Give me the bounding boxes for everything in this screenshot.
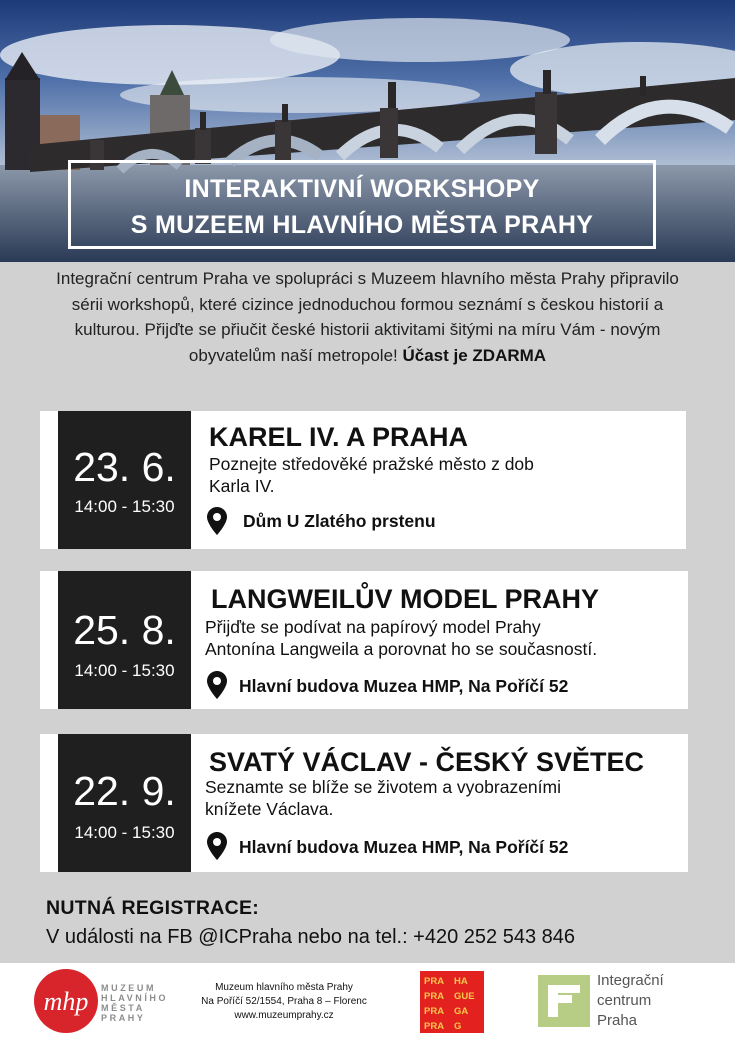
event-description-line1: Poznejte středověké pražské město z dob [209,454,534,474]
event-description-line2: Karla IV. [209,476,275,496]
icp-logo-icon [538,975,590,1027]
page-title-line1: INTERAKTIVNÍ WORKSHOPY [184,175,540,203]
prague-city-logo [420,971,484,1033]
event-time: 14:00 - 15:30 [74,823,175,842]
event-time: 14:00 - 15:30 [74,661,175,680]
title-box [68,160,656,249]
event-location: Hlavní budova Muzea HMP, Na Poříčí 52 [239,676,569,696]
free-entry-highlight: Účast je ZDARMA [402,345,547,365]
event-title: SVATÝ VÁCLAV - ČESKÝ SVĚTEC [209,747,645,777]
icp-logo-text: Integrační centrum Praha [597,972,664,1029]
museum-address [184,981,384,1023]
museum-logo-text: MUZEUM HLAVNÍHO MĚSTA PRAHY [101,983,169,1023]
address-line1: Muzeum hlavního města Prahy [215,982,353,993]
museum-logo-icon [33,968,99,1034]
footer [0,963,735,1040]
location-pin-icon [207,832,227,860]
prague-logo-col1: PRA PRA PRA PRA [424,976,445,1032]
event-date-block [58,571,191,709]
registration-heading: NUTNÁ REGISTRACE: [46,897,260,919]
event-title: KAREL IV. A PRAHA [209,422,469,452]
location-pin-icon [207,507,227,535]
registration-contact: V události na FB @ICPraha nebo na tel.: +420 252 543 846 [46,926,576,948]
event-date-block [58,411,191,549]
prague-logo-col2: HA GUE GA G [454,976,475,1032]
event-date: 25. 8. [73,607,176,653]
event-description [205,616,597,660]
event-time: 14:00 - 15:30 [74,497,175,516]
event-location: Hlavní budova Muzea HMP, Na Poříčí 52 [239,837,569,857]
event-description [209,453,534,497]
event-description-line2: knížete Václava. [205,799,334,819]
event-description [205,776,561,820]
intro-text: Integrační centrum Praha ve spolupráci s Muzeem hlavního města Prahy připravilo sérii workshopů, které cizince jednoduchou formou seznámí s českou historií a kulturou. Přijďte se přiučit české historii aktivitami šitými na míru Vám - novým obyvatelům naší metropole! [56,269,679,365]
event-title: LANGWEILŮV MODEL PRAHY [211,584,600,614]
event-card-2 [40,571,688,709]
intro-paragraph [40,266,695,368]
address-line2: Na Poříčí 52/1554, Praha 8 – Florenc [201,996,367,1007]
hero-banner [0,0,735,262]
location-pin-icon [207,671,227,699]
event-date: 23. 6. [73,444,176,490]
museum-website: www.muzeumprahy.cz [234,1010,334,1021]
event-location: Dům U Zlatého prstenu [243,511,436,531]
event-card-1 [40,411,686,549]
page-title-line2: S MUZEEM HLAVNÍHO MĚSTA PRAHY [130,211,594,239]
event-description-line1: Přijďte se podívat na papírový model Prahy [205,617,541,637]
event-date-block [58,734,191,872]
event-description-line1: Seznamte se blíže se životem a vyobrazeními [205,777,561,797]
event-description-line2: Antonína Langweila a porovnat ho se současností. [205,639,598,659]
museum-logo-mark: mhp [43,987,89,1016]
event-card-3 [40,734,688,872]
event-date: 22. 9. [73,768,176,814]
